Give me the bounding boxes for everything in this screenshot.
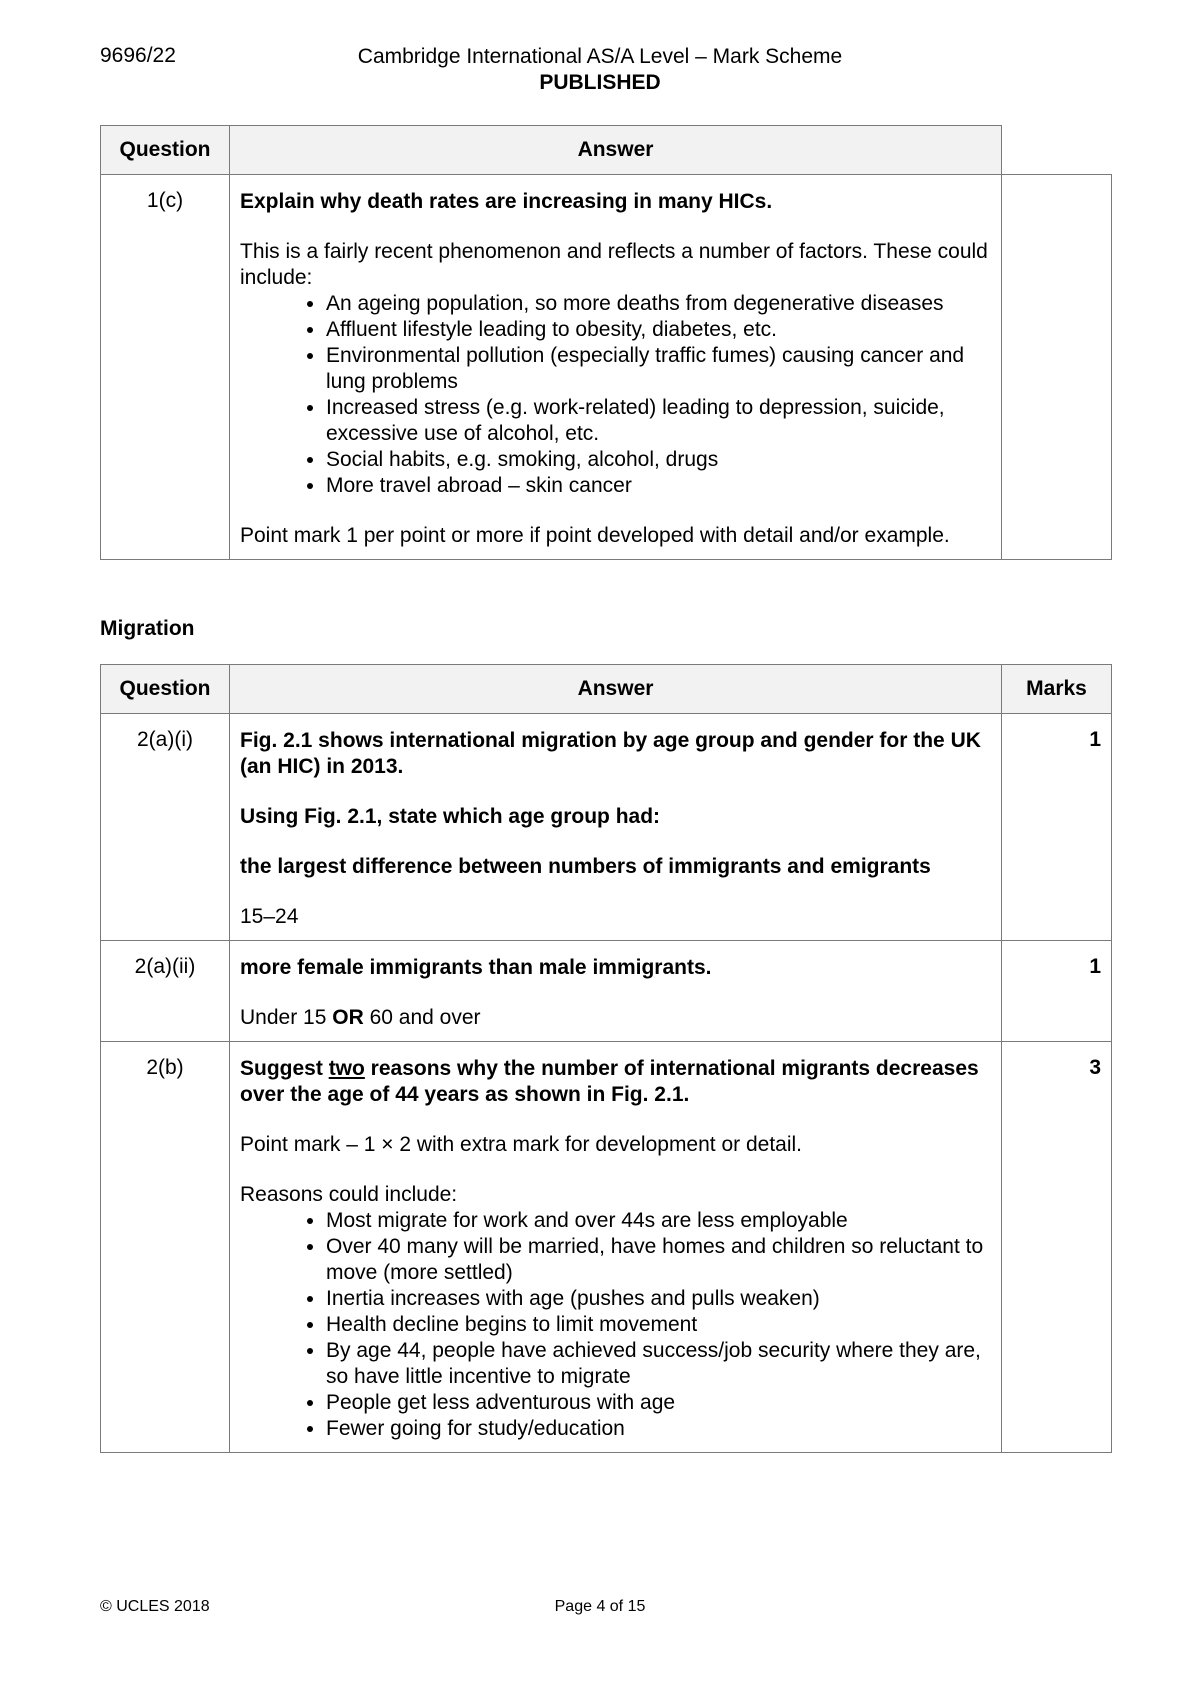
list-item: • Over 40 many will be married, have homes and children so reluctant to move (more settled) <box>326 1234 991 1286</box>
document-status: PUBLISHED <box>539 71 661 94</box>
bullet-list <box>240 291 991 499</box>
list-item: • An ageing population, so more deaths from degenerative diseases <box>326 291 991 317</box>
question-number: 2(a)(ii) <box>101 941 230 1042</box>
list-item: • More travel abroad – skin cancer <box>326 473 991 499</box>
marks-cell <box>1002 175 1112 560</box>
list-item: • By age 44, people have achieved success/job security where they are, so have little incentive to migrate <box>326 1338 991 1390</box>
answer-text <box>240 1005 991 1031</box>
column-header-marks: Marks <box>1002 665 1112 714</box>
question-number: 1(c) <box>101 175 230 560</box>
list-item: • Fewer going for study/education <box>326 1416 991 1442</box>
table-header-row <box>101 126 1112 175</box>
column-header-blank <box>1002 126 1112 175</box>
answer-text-part: 60 and over <box>363 1006 481 1029</box>
list-item: • Social habits, e.g. smoking, alcohol, drugs <box>326 447 991 473</box>
question-prompt: the largest difference between numbers of immigrants and emigrants <box>240 855 931 878</box>
marks-value: 1 <box>1002 941 1112 1042</box>
question-prompt: Fig. 2.1 shows international migration by age group and gender for the UK (an HIC) in 2013. <box>240 729 981 778</box>
marks-value: 1 <box>1002 714 1112 941</box>
question-prompt: Explain why death rates are increasing in many HICs. <box>240 190 773 213</box>
column-header-question: Question <box>101 126 230 175</box>
document-header <box>200 44 1000 96</box>
prompt-part: reasons why the number of international migrants decreases over the age of 44 years as shown in Fig. 2.1. <box>240 1057 979 1106</box>
table-header-row <box>101 665 1112 714</box>
mark-scheme-table-1 <box>100 125 1112 560</box>
document-code: 9696/22 <box>100 44 176 67</box>
answer-text-part: Under 15 <box>240 1006 333 1029</box>
table-row <box>101 1042 1112 1453</box>
list-item: • Health decline begins to limit movement <box>326 1312 991 1338</box>
document-title: Cambridge International AS/A Level – Mark Scheme <box>357 45 843 68</box>
mark-scheme-table-2 <box>100 664 1112 1453</box>
footer-page-number: Page 4 of 15 <box>554 1598 646 1615</box>
bullet-list <box>240 1208 991 1442</box>
answer-intro: Reasons could include: <box>240 1183 458 1206</box>
answer-intro: This is a fairly recent phenomenon and reflects a number of factors. These could include: <box>240 240 988 289</box>
prompt-part: Suggest <box>240 1057 329 1080</box>
footer-copyright: © UCLES 2018 <box>100 1598 210 1615</box>
marking-note: Point mark 1 per point or more if point developed with detail and/or example. <box>240 524 950 547</box>
column-header-answer: Answer <box>230 665 1002 714</box>
section-title: Migration <box>100 617 195 640</box>
answer-cell <box>230 1042 1002 1453</box>
question-prompt: more female immigrants than male immigrants. <box>240 956 712 979</box>
column-header-answer: Answer <box>230 126 1002 175</box>
list-item: • People get less adventurous with age <box>326 1390 991 1416</box>
table-row <box>101 714 1112 941</box>
list-item: • Environmental pollution (especially traffic fumes) causing cancer and lung problems <box>326 343 991 395</box>
answer-or: OR <box>332 1006 364 1029</box>
question-prompt: Using Fig. 2.1, state which age group had: <box>240 805 661 828</box>
question-prompt <box>240 1056 991 1108</box>
list-item: • Inertia increases with age (pushes and pulls weaken) <box>326 1286 991 1312</box>
table-row <box>101 941 1112 1042</box>
question-number: 2(a)(i) <box>101 714 230 941</box>
answer-cell <box>230 941 1002 1042</box>
list-item: • Increased stress (e.g. work-related) leading to depression, suicide, excessive use of alcohol, etc. <box>326 395 991 447</box>
prompt-underlined: two <box>328 1057 365 1080</box>
answer-text: 15–24 <box>240 905 299 928</box>
question-number: 2(b) <box>101 1042 230 1453</box>
list-item: • Affluent lifestyle leading to obesity, diabetes, etc. <box>326 317 991 343</box>
marks-value: 3 <box>1002 1042 1112 1453</box>
marking-note: Point mark – 1 × 2 with extra mark for development or detail. <box>240 1133 803 1156</box>
column-header-question: Question <box>101 665 230 714</box>
table-row <box>101 175 1112 560</box>
answer-cell <box>230 714 1002 941</box>
answer-cell <box>230 175 1002 560</box>
list-item: • Most migrate for work and over 44s are less employable <box>326 1208 991 1234</box>
